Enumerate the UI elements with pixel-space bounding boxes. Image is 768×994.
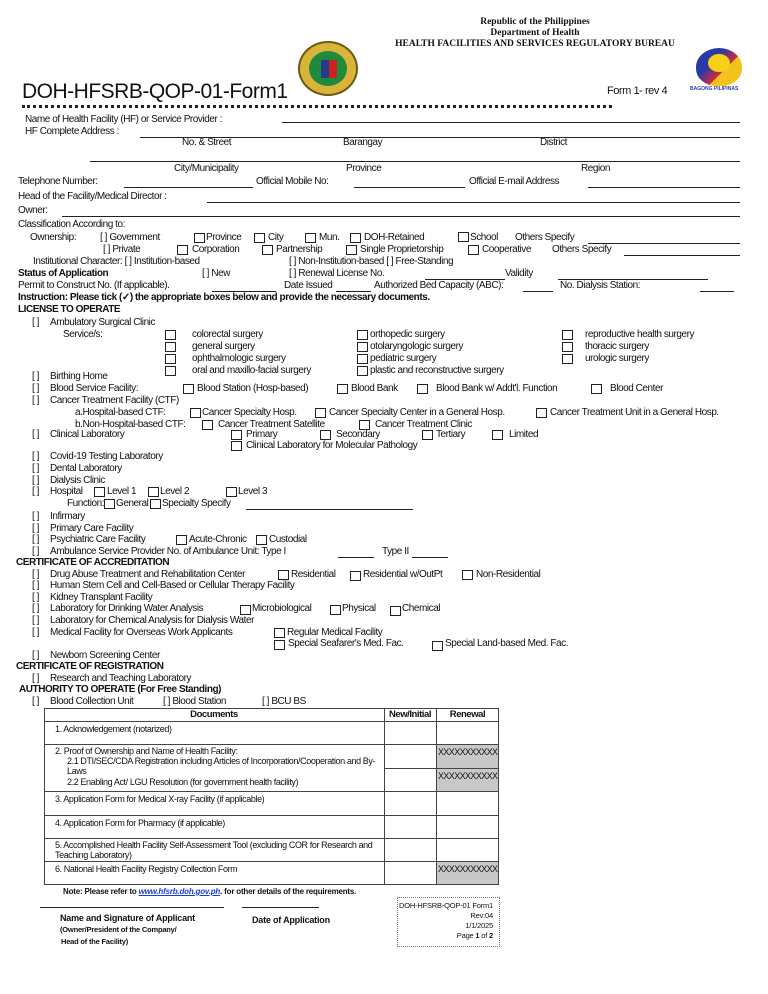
table-row: 1. Acknowledgement (notarized) [55, 724, 172, 734]
hf-name-field[interactable] [282, 122, 740, 123]
table-row: 2.1 DTI/SEC/CDA Registration including Articles of Incorporation/Cooperation and By-Laws [67, 756, 376, 776]
not-applicable-mark: XXXXXXXXXXX [438, 864, 498, 874]
email-field[interactable] [588, 187, 740, 188]
newborn-checkbox[interactable]: [ ] [32, 650, 39, 661]
regular-medical-checkbox[interactable] [274, 628, 285, 638]
covid-checkbox[interactable]: [ ] [32, 451, 39, 462]
abc-label: Authorized Bed Capacity (ABC): [374, 280, 504, 291]
signature-line[interactable] [40, 907, 224, 908]
blood-bank-addtl-checkbox[interactable] [417, 384, 428, 394]
land-based-checkbox[interactable] [432, 641, 443, 651]
blood-station-option[interactable]: [ ] Blood Station [163, 696, 226, 707]
custodial-checkbox[interactable] [256, 535, 267, 545]
general-label: General [116, 498, 149, 509]
not-applicable-mark: XXXXXXXXXXX [438, 747, 498, 757]
validity-label: Validity [505, 268, 533, 279]
service-label: thoracic surgery [585, 341, 649, 352]
province-label: Province [206, 232, 242, 243]
date-line[interactable] [242, 907, 319, 908]
ctf-b-label: b.Non-Hospital-based CTF: [75, 419, 186, 430]
birthing-label: Birthing Home [50, 371, 108, 382]
bcu-label: Blood Collection Unit [50, 696, 134, 707]
specialty-checkbox[interactable] [150, 499, 161, 509]
district-caption: District [540, 137, 567, 148]
thoracic-checkbox[interactable] [562, 342, 573, 352]
service-label: oral and maxillo-facial surgery [192, 365, 311, 376]
ambulance-checkbox[interactable]: [ ] [32, 546, 39, 557]
dialysis-station-label: No. Dialysis Station: [560, 280, 641, 291]
specialty-field[interactable] [246, 509, 413, 510]
partnership-label: Partnership [276, 244, 323, 255]
column-divider [384, 708, 385, 885]
header-republic: Republic of the Philippines [480, 17, 590, 27]
signature-sub1: (Owner/President of the Company/ [60, 925, 177, 934]
permit-label: Permit to Construct No. (If applicable). [18, 280, 170, 291]
city-label: City [268, 232, 284, 243]
status-new-option[interactable]: [ ] New [202, 268, 230, 279]
ofw-label: Medical Facility for Overseas Work Applicants [50, 627, 233, 638]
address-city-field[interactable] [90, 161, 740, 162]
ofw-checkbox[interactable]: [ ] [32, 627, 39, 638]
private-option[interactable]: [ ] Private [103, 244, 141, 255]
oral-maxillo-checkbox[interactable] [165, 366, 176, 376]
dialysis-label: Dialysis Clinic [50, 475, 105, 486]
footer-rev: Rev:04 [470, 911, 493, 920]
bcu-checkbox[interactable]: [ ] [32, 696, 39, 707]
row-divider [384, 768, 499, 769]
dialwater-checkbox[interactable]: [ ] [32, 615, 39, 626]
coa-heading: CERTIFICATE OF ACCREDITATION [16, 557, 170, 568]
corporation-checkbox[interactable] [177, 245, 188, 255]
cooperative-checkbox[interactable] [468, 245, 479, 255]
page-of: of [479, 931, 490, 940]
others-specify-label: Others Specify [515, 232, 575, 243]
ctf-a-label: a.Hospital-based CTF: [75, 407, 166, 418]
instruction-text: Instruction: Please tick (✓) the appropriate boxes below and provide the necessary documents. [18, 292, 430, 303]
function-label: Function: [67, 498, 105, 509]
water-label: Laboratory for Drinking Water Analysis [50, 603, 204, 614]
pediatric-checkbox[interactable] [357, 354, 368, 364]
signature-label: Name and Signature of Applicant [60, 913, 195, 923]
urologic-checkbox[interactable] [562, 354, 573, 364]
dialysis-station-field[interactable] [700, 291, 734, 292]
clinlab-opt-label: Limited [509, 429, 539, 440]
header-documents: Documents [190, 709, 238, 720]
form-title: DOH-HFSRB-QOP-01-Form1 [22, 80, 288, 103]
service-label: otolaryngologic surgery [370, 341, 464, 352]
cor-heading: CERTIFICATE OF REGISTRATION [16, 661, 164, 672]
ctf-opt-label: Cancer Treatment Satellite [218, 419, 325, 430]
acute-chronic-checkbox[interactable] [176, 535, 187, 545]
footer-box [397, 897, 500, 947]
limited-checkbox[interactable] [492, 430, 503, 440]
ambulance-label: Ambulance Service Provider No. of Ambulance Unit: Type I [50, 546, 286, 557]
general-surgery-checkbox[interactable] [165, 342, 176, 352]
classification-title: Classification According to: [18, 219, 125, 230]
kidney-label: Kidney Transplant Facility [50, 592, 153, 603]
cancer-specialty-center-checkbox[interactable] [315, 408, 326, 418]
secondary-checkbox[interactable] [320, 430, 331, 440]
doh-retained-checkbox[interactable] [350, 233, 361, 243]
water-opt-label: Physical [342, 603, 376, 614]
mobile-label: Official Mobile No: [256, 176, 329, 187]
hfsrb-link[interactable]: www.hfsrb.doh.gov.ph [138, 887, 221, 896]
service-label: orthopedic surgery [370, 329, 445, 340]
ophthalmologic-checkbox[interactable] [165, 354, 176, 364]
clinlab-checkbox[interactable]: [ ] [32, 429, 39, 440]
drug-opt-label: Residential w/OutPt [363, 569, 443, 580]
blood-bank-checkbox[interactable] [337, 384, 348, 394]
research-label: Research and Teaching Laboratory [50, 673, 192, 684]
clinlab-opt-label: Clinical Laboratory for Molecular Pathology [246, 440, 418, 451]
orthopedic-checkbox[interactable] [357, 330, 368, 340]
dialwater-label: Laboratory for Chemical Analysis for Dialysis Water [50, 615, 254, 626]
table-row: 6. National Health Facility Registry Collection Form [55, 864, 238, 874]
doh-retained-label: DOH-Retained [364, 232, 425, 243]
ctf-opt-label: Cancer Treatment Clinic [375, 419, 472, 430]
province-caption: Province [346, 163, 382, 174]
dental-checkbox[interactable]: [ ] [32, 463, 39, 474]
psych-label: Psychiatric Care Facility [50, 534, 146, 545]
barangay-caption: Barangay [343, 137, 383, 148]
primary-care-checkbox[interactable]: [ ] [32, 523, 39, 534]
telephone-field[interactable] [124, 187, 253, 188]
row-divider [44, 838, 499, 839]
blood-opt-label: Blood Center [610, 383, 663, 394]
signature-sub2: Head of the Facility) [61, 937, 129, 946]
seafarer-checkbox[interactable] [274, 640, 285, 650]
bcu-bs-option[interactable]: [ ] BCU BS [262, 696, 306, 707]
row-divider [44, 815, 499, 816]
ofw-opt-label: Special Seafarer's Med. Fac. [288, 638, 404, 649]
psych-checkbox[interactable]: [ ] [32, 534, 39, 545]
province-checkbox[interactable] [194, 233, 205, 243]
asc-checkbox[interactable]: [ ] [32, 317, 39, 328]
single-proprietorship-checkbox[interactable] [346, 245, 357, 255]
hospital-checkbox[interactable]: [ ] [32, 486, 39, 497]
water-opt-label: Chemical [402, 603, 441, 614]
form-revision: Form 1- rev 4 [607, 85, 668, 97]
address-label: HF Complete Address : [25, 126, 119, 137]
footer-date: 1/1/2025 [465, 921, 493, 930]
blood-opt-label: Blood Station (Hosp-based) [197, 383, 309, 394]
note-prefix: Note: Please refer to [63, 887, 139, 896]
level1-checkbox[interactable] [94, 487, 105, 497]
row-divider [44, 791, 499, 792]
partnership-checkbox[interactable] [262, 245, 273, 255]
physical-checkbox[interactable] [330, 605, 341, 615]
government-option[interactable]: [ ] Government [100, 232, 160, 243]
ofw-opt-label: Regular Medical Facility [287, 627, 383, 638]
page-prefix: Page [456, 931, 476, 940]
primary-care-label: Primary Care Facility [50, 523, 134, 534]
stem-label: Human Stem Cell and Cell-Based or Cellular Therapy Facility [50, 580, 295, 591]
table-row: 2.2 Enabling Act/ LGU Resolution (for government health facility) [67, 777, 299, 787]
column-divider [436, 708, 437, 885]
service-label: general surgery [192, 341, 255, 352]
chemical-checkbox[interactable] [390, 606, 401, 616]
institution-based-option[interactable]: Institutional Character: [ ] Institution-based [33, 256, 200, 267]
cancer-specialty-hosp-checkbox[interactable] [190, 408, 201, 418]
service-label: plastic and reconstructive surgery [370, 365, 504, 376]
header-renewal: Renewal [449, 709, 486, 720]
school-checkbox[interactable] [458, 232, 469, 242]
general-checkbox[interactable] [104, 499, 115, 509]
page-number [398, 931, 493, 941]
city-checkbox[interactable] [254, 233, 265, 243]
date-label: Date of Application [252, 915, 330, 925]
head-label: Head of the Facility/Medical Director : [18, 191, 167, 202]
clinlab-opt-label: Tertiary [436, 429, 466, 440]
type1-field[interactable] [338, 557, 374, 558]
cancer-satellite-checkbox[interactable] [202, 420, 213, 430]
cooperative-label: Cooperative [482, 244, 531, 255]
ctf-checkbox[interactable]: [ ] [32, 395, 39, 406]
ofw-opt-label: Special Land-based Med. Fac. [445, 638, 569, 649]
row-divider [44, 744, 499, 745]
stem-checkbox[interactable]: [ ] [32, 580, 39, 591]
non-institution-based-option[interactable]: [ ] Non-Institution-based [ ] Free-Standing [289, 256, 454, 267]
mobile-field[interactable] [354, 187, 465, 188]
row5-text: 5. Accomplished Health Facility Self-Assessment Tool (excluding COR for Research and Teaching [55, 840, 373, 860]
bagong-pilipinas-logo: BAGONG PILIPINAS [692, 40, 744, 90]
street-caption: No. & Street [182, 137, 232, 148]
date-issued-label: Date Issued [284, 280, 333, 291]
hospital-label: Hospital [50, 486, 83, 497]
drug-label: Drug Abuse Treatment and Rehabilitation Center [50, 569, 245, 580]
drug-opt-label: Non-Residential [476, 569, 541, 580]
water-checkbox[interactable]: [ ] [32, 603, 39, 614]
dialysis-checkbox[interactable]: [ ] [32, 475, 39, 486]
hf-name-label: Name of Health Facility (HF) or Service Provider : [25, 114, 223, 125]
otolaryngologic-checkbox[interactable] [357, 342, 368, 352]
others-specify-label: Others Specify [552, 244, 612, 255]
newborn-label: Newborn Screening Center [50, 650, 160, 661]
telephone-label: Telephone Number: [18, 176, 98, 187]
email-label: Official E-mail Address [469, 176, 560, 187]
molecular-checkbox[interactable] [231, 441, 242, 451]
lto-heading: LICENSE TO OPERATE [18, 304, 121, 315]
level-label: Level 1 [107, 486, 137, 497]
service-label: pediatric surgery [370, 353, 437, 364]
clinlab-label: Clinical Laboratory [50, 429, 125, 440]
footer-code: DOH-HFSRB-QOP-01 Form1 [399, 901, 493, 910]
clinlab-opt-label: Primary [246, 429, 278, 440]
dental-label: Dental Laboratory [50, 463, 122, 474]
abc-field[interactable] [523, 291, 553, 292]
header-new: New/Initial [388, 709, 432, 720]
blood-opt-label: Blood Bank w/ Addt'l. Function [436, 383, 558, 394]
colorectal-checkbox[interactable] [165, 330, 176, 340]
ownership-label: Ownership: [30, 232, 77, 243]
doh-seal-logo [298, 41, 358, 96]
row5-text-continued: Laboratory) [89, 850, 132, 860]
infirmary-checkbox[interactable]: [ ] [32, 511, 39, 522]
mun-label: Mun. [319, 232, 340, 243]
type2-label: Type II [382, 546, 409, 557]
current-page: 1 [475, 931, 480, 940]
private-others-field[interactable] [624, 255, 740, 256]
cancer-treatment-unit-checkbox[interactable] [536, 408, 547, 418]
header-department: Department of Health [490, 28, 580, 38]
services-label: Service/s: [63, 329, 103, 340]
covid-label: Covid-19 Testing Laboratory [50, 451, 163, 462]
residential-outpt-checkbox[interactable] [350, 571, 361, 581]
header-bureau: HEALTH FACILITIES AND SERVICES REGULATORY BUREAU [395, 39, 675, 49]
service-label: urologic surgery [585, 353, 649, 364]
status-label: Status of Application [18, 268, 109, 279]
status-renewal-option[interactable]: [ ] Renewal License No. [289, 268, 385, 279]
level-label: Level 2 [160, 486, 190, 497]
blood-checkbox[interactable]: [ ] [32, 383, 39, 394]
blood-opt-label: Blood Bank [351, 383, 398, 394]
water-opt-label: Microbiological [252, 603, 312, 614]
drug-checkbox[interactable]: [ ] [32, 569, 39, 580]
head-field[interactable] [207, 202, 740, 203]
type2-field[interactable] [412, 557, 448, 558]
level-label: Level 3 [238, 486, 268, 497]
psych-opt-label: Acute-Chronic [189, 534, 247, 545]
region-caption: Region [581, 163, 610, 174]
residential-checkbox[interactable] [278, 570, 289, 580]
row-divider [44, 721, 499, 722]
tertiary-checkbox[interactable] [422, 430, 433, 440]
birthing-checkbox[interactable]: [ ] [32, 371, 39, 382]
infirmary-label: Infirmary [50, 511, 85, 522]
table-row [55, 840, 380, 860]
specialty-label: Specialty Specify [162, 498, 231, 509]
blood-station-checkbox[interactable] [183, 384, 194, 394]
table-row: 2. Proof of Ownership and Name of Health Facility: [55, 746, 238, 756]
ctf-opt-label: Cancer Treatment Unit in a General Hosp. [550, 407, 719, 418]
microbiological-checkbox[interactable] [240, 605, 251, 615]
research-checkbox[interactable]: [ ] [32, 673, 39, 684]
drug-opt-label: Residential [291, 569, 336, 580]
primary-checkbox[interactable] [231, 430, 242, 440]
owner-field[interactable] [62, 216, 740, 217]
clinlab-opt-label: Secondary [336, 429, 380, 440]
ato-heading: AUTHORITY TO OPERATE (For Free Standing) [19, 684, 222, 695]
level3-checkbox[interactable] [226, 487, 237, 497]
mun-checkbox[interactable] [305, 233, 316, 243]
service-label: ophthalmologic surgery [192, 353, 286, 364]
service-label: colorectal surgery [192, 329, 263, 340]
blood-center-checkbox[interactable] [591, 384, 602, 394]
single-proprietorship-label: Single Proprietorship [360, 244, 444, 255]
ctf-opt-label: Cancer Specialty Center in a General Hosp. [329, 407, 505, 418]
level2-checkbox[interactable] [148, 487, 159, 497]
note-suffix: . for other details of the requirements. [220, 887, 357, 896]
reproductive-checkbox[interactable] [562, 330, 573, 340]
non-residential-checkbox[interactable] [462, 570, 473, 580]
asc-label: Ambulatory Surgical Clinic [50, 317, 156, 328]
service-label: reproductive health surgery [585, 329, 695, 340]
total-pages: 2 [489, 931, 493, 940]
city-caption: City/Municipality [174, 163, 239, 174]
plastic-checkbox[interactable] [357, 366, 368, 376]
row-divider [44, 861, 499, 862]
not-applicable-mark: XXXXXXXXXXX [438, 771, 498, 781]
note-text [63, 886, 356, 898]
school-label: School [470, 232, 498, 243]
ctf-label: Cancer Treatment Facility (CTF) [50, 395, 179, 406]
owner-label: Owner: [18, 205, 48, 216]
dotted-divider [22, 105, 612, 108]
table-row: 3. Application Form for Medical X-ray Facility (if applicable) [55, 794, 265, 804]
ctf-opt-label: Cancer Specialty Hosp. [202, 407, 297, 418]
blood-label: Blood Service Facility: [50, 383, 139, 394]
kidney-checkbox[interactable]: [ ] [32, 592, 39, 603]
corporation-label: Corporation [192, 244, 240, 255]
table-row: 4. Application Form for Pharmacy (if applicable) [55, 818, 225, 828]
psych-opt-label: Custodial [269, 534, 307, 545]
